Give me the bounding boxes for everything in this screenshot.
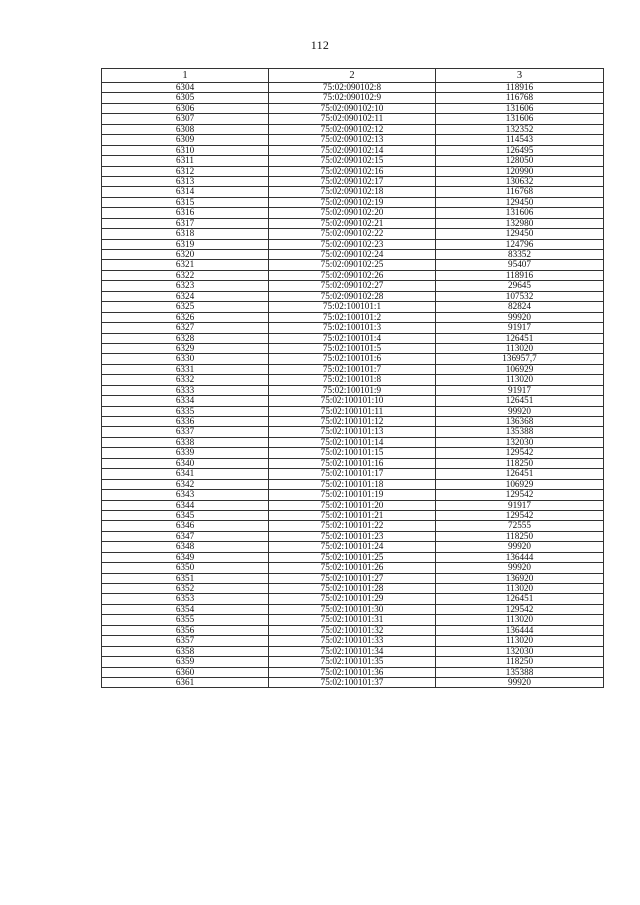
value-cell: 132030 [436, 646, 604, 656]
value-cell: 106929 [436, 364, 604, 374]
row-number-cell: 6326 [102, 312, 269, 322]
cadastral-number-cell: 75:02:090102:23 [269, 239, 436, 249]
table-row [102, 490, 604, 500]
table-header-row [102, 69, 604, 83]
value-cell: 136444 [436, 625, 604, 635]
cadastral-number-cell: 75:02:090102:21 [269, 218, 436, 228]
cadastral-number-cell: 75:02:100101:29 [269, 594, 436, 604]
cadastral-number-cell: 75:02:100101:26 [269, 563, 436, 573]
row-number-cell: 6339 [102, 448, 269, 458]
cadastral-number-cell: 75:02:090102:10 [269, 103, 436, 113]
table-row [102, 427, 604, 437]
cadastral-number-cell: 75:02:100101:19 [269, 490, 436, 500]
value-cell: 116768 [436, 187, 604, 197]
value-cell: 132352 [436, 124, 604, 134]
row-number-cell: 6321 [102, 260, 269, 270]
cadastral-number-cell: 75:02:090102:28 [269, 291, 436, 301]
table-row [102, 604, 604, 614]
value-cell: 118250 [436, 657, 604, 667]
table-row [102, 375, 604, 385]
table-row [102, 406, 604, 416]
column-header-2: 2 [269, 69, 436, 83]
value-cell: 83352 [436, 250, 604, 260]
value-cell: 126451 [436, 469, 604, 479]
row-number-cell: 6349 [102, 552, 269, 562]
cadastral-number-cell: 75:02:100101:22 [269, 521, 436, 531]
table-row [102, 208, 604, 218]
row-number-cell: 6337 [102, 427, 269, 437]
value-cell: 113020 [436, 375, 604, 385]
table-row [102, 646, 604, 656]
value-cell: 116768 [436, 93, 604, 103]
row-number-cell: 6336 [102, 417, 269, 427]
row-number-cell: 6354 [102, 604, 269, 614]
row-number-cell: 6314 [102, 187, 269, 197]
table-row [102, 531, 604, 541]
cadastral-number-cell: 75:02:090102:22 [269, 229, 436, 239]
row-number-cell: 6350 [102, 563, 269, 573]
table-row [102, 625, 604, 635]
row-number-cell: 6342 [102, 479, 269, 489]
table-row [102, 594, 604, 604]
table-row [102, 448, 604, 458]
table-row [102, 500, 604, 510]
table-row [102, 521, 604, 531]
cadastral-number-cell: 75:02:090102:9 [269, 93, 436, 103]
table-row [102, 302, 604, 312]
cadastral-number-cell: 75:02:100101:2 [269, 312, 436, 322]
row-number-cell: 6325 [102, 302, 269, 312]
table-row [102, 166, 604, 176]
value-cell: 91917 [436, 323, 604, 333]
value-cell: 131606 [436, 103, 604, 113]
cadastral-number-cell: 75:02:100101:21 [269, 510, 436, 520]
value-cell: 132980 [436, 218, 604, 228]
row-number-cell: 6307 [102, 114, 269, 124]
cadastral-number-cell: 75:02:090102:11 [269, 114, 436, 124]
row-number-cell: 6355 [102, 615, 269, 625]
table-row [102, 229, 604, 239]
value-cell: 99920 [436, 312, 604, 322]
row-number-cell: 6346 [102, 521, 269, 531]
row-number-cell: 6344 [102, 500, 269, 510]
value-cell: 126451 [436, 333, 604, 343]
cadastral-number-cell: 75:02:100101:36 [269, 667, 436, 677]
table-row [102, 396, 604, 406]
cadastral-number-cell: 75:02:100101:16 [269, 458, 436, 468]
value-cell: 95407 [436, 260, 604, 270]
value-cell: 130632 [436, 176, 604, 186]
cadastral-number-cell: 75:02:100101:4 [269, 333, 436, 343]
row-number-cell: 6338 [102, 437, 269, 447]
cadastral-number-cell: 75:02:100101:1 [269, 302, 436, 312]
value-cell: 126451 [436, 396, 604, 406]
row-number-cell: 6352 [102, 584, 269, 594]
cadastral-number-cell: 75:02:090102:12 [269, 124, 436, 134]
value-cell: 91917 [436, 385, 604, 395]
table-row [102, 364, 604, 374]
cadastral-number-cell: 75:02:100101:13 [269, 427, 436, 437]
row-number-cell: 6319 [102, 239, 269, 249]
row-number-cell: 6340 [102, 458, 269, 468]
cadastral-number-cell: 75:02:090102:17 [269, 176, 436, 186]
cadastral-number-cell: 75:02:090102:20 [269, 208, 436, 218]
table-row [102, 197, 604, 207]
row-number-cell: 6358 [102, 646, 269, 656]
value-cell: 82824 [436, 302, 604, 312]
row-number-cell: 6311 [102, 156, 269, 166]
value-cell: 113020 [436, 584, 604, 594]
row-number-cell: 6347 [102, 531, 269, 541]
cadastral-number-cell: 75:02:100101:37 [269, 677, 436, 687]
cadastral-number-cell: 75:02:090102:15 [269, 156, 436, 166]
cadastral-number-cell: 75:02:100101:18 [269, 479, 436, 489]
cadastral-number-cell: 75:02:100101:33 [269, 636, 436, 646]
row-number-cell: 6351 [102, 573, 269, 583]
table-row [102, 156, 604, 166]
cadastral-number-cell: 75:02:090102:16 [269, 166, 436, 176]
row-number-cell: 6341 [102, 469, 269, 479]
row-number-cell: 6330 [102, 354, 269, 364]
row-number-cell: 6315 [102, 197, 269, 207]
value-cell: 118916 [436, 270, 604, 280]
row-number-cell: 6360 [102, 667, 269, 677]
value-cell: 113020 [436, 636, 604, 646]
table-row [102, 479, 604, 489]
cadastral-number-cell: 75:02:100101:31 [269, 615, 436, 625]
value-cell: 129542 [436, 510, 604, 520]
table-row [102, 667, 604, 677]
row-number-cell: 6357 [102, 636, 269, 646]
cadastral-number-cell: 75:02:100101:30 [269, 604, 436, 614]
cadastral-number-cell: 75:02:100101:17 [269, 469, 436, 479]
value-cell: 132030 [436, 437, 604, 447]
value-cell: 91917 [436, 500, 604, 510]
table-row [102, 83, 604, 93]
cadastral-number-cell: 75:02:100101:14 [269, 437, 436, 447]
value-cell: 136368 [436, 417, 604, 427]
row-number-cell: 6323 [102, 281, 269, 291]
cadastral-number-cell: 75:02:100101:24 [269, 542, 436, 552]
value-cell: 131606 [436, 208, 604, 218]
table-row [102, 250, 604, 260]
value-cell: 129542 [436, 490, 604, 500]
row-number-cell: 6306 [102, 103, 269, 113]
cadastral-number-cell: 75:02:090102:14 [269, 145, 436, 155]
table-row [102, 260, 604, 270]
value-cell: 136444 [436, 552, 604, 562]
row-number-cell: 6308 [102, 124, 269, 134]
row-number-cell: 6356 [102, 625, 269, 635]
cadastral-number-cell: 75:02:100101:34 [269, 646, 436, 656]
table-row [102, 437, 604, 447]
value-cell: 129450 [436, 229, 604, 239]
value-cell: 120990 [436, 166, 604, 176]
value-cell: 129450 [436, 197, 604, 207]
table-row [102, 124, 604, 134]
row-number-cell: 6312 [102, 166, 269, 176]
value-cell: 126495 [436, 145, 604, 155]
row-number-cell: 6324 [102, 291, 269, 301]
row-number-cell: 6348 [102, 542, 269, 552]
value-cell: 72555 [436, 521, 604, 531]
table-row [102, 417, 604, 427]
row-number-cell: 6318 [102, 229, 269, 239]
table-row [102, 145, 604, 155]
cadastral-number-cell: 75:02:090102:18 [269, 187, 436, 197]
value-cell: 118916 [436, 83, 604, 93]
cadastral-number-cell: 75:02:090102:13 [269, 135, 436, 145]
cadastral-number-cell: 75:02:100101:6 [269, 354, 436, 364]
value-cell: 113020 [436, 343, 604, 353]
table-row [102, 677, 604, 687]
value-cell: 136957,7 [436, 354, 604, 364]
cadastral-number-cell: 75:02:100101:3 [269, 323, 436, 333]
table-row [102, 323, 604, 333]
value-cell: 99920 [436, 677, 604, 687]
cadastral-number-cell: 75:02:100101:20 [269, 500, 436, 510]
table-row [102, 615, 604, 625]
row-number-cell: 6353 [102, 594, 269, 604]
table-row [102, 239, 604, 249]
table-row [102, 187, 604, 197]
cadastral-number-cell: 75:02:090102:26 [269, 270, 436, 280]
table-row [102, 542, 604, 552]
cadastral-number-cell: 75:02:090102:25 [269, 260, 436, 270]
row-number-cell: 6316 [102, 208, 269, 218]
row-number-cell: 6329 [102, 343, 269, 353]
value-cell: 118250 [436, 458, 604, 468]
row-number-cell: 6345 [102, 510, 269, 520]
table-row [102, 563, 604, 573]
table-row [102, 458, 604, 468]
value-cell: 99920 [436, 406, 604, 416]
value-cell: 135388 [436, 427, 604, 437]
cadastral-number-cell: 75:02:090102:19 [269, 197, 436, 207]
row-number-cell: 6322 [102, 270, 269, 280]
row-number-cell: 6310 [102, 145, 269, 155]
value-cell: 99920 [436, 542, 604, 552]
row-number-cell: 6333 [102, 385, 269, 395]
row-number-cell: 6343 [102, 490, 269, 500]
value-cell: 135388 [436, 667, 604, 677]
data-table [101, 68, 604, 688]
cadastral-number-cell: 75:02:100101:28 [269, 584, 436, 594]
table-row [102, 573, 604, 583]
page-number: 112 [310, 38, 330, 52]
value-cell: 129542 [436, 448, 604, 458]
table-row [102, 176, 604, 186]
value-cell: 126451 [436, 594, 604, 604]
row-number-cell: 6327 [102, 323, 269, 333]
cadastral-number-cell: 75:02:100101:5 [269, 343, 436, 353]
cadastral-number-cell: 75:02:090102:27 [269, 281, 436, 291]
cadastral-number-cell: 75:02:090102:8 [269, 83, 436, 93]
value-cell: 106929 [436, 479, 604, 489]
table-row [102, 354, 604, 364]
cadastral-number-cell: 75:02:100101:32 [269, 625, 436, 635]
row-number-cell: 6305 [102, 93, 269, 103]
cadastral-number-cell: 75:02:100101:15 [269, 448, 436, 458]
table-row [102, 333, 604, 343]
value-cell: 129542 [436, 604, 604, 614]
cadastral-number-cell: 75:02:100101:27 [269, 573, 436, 583]
value-cell: 128050 [436, 156, 604, 166]
table-row [102, 636, 604, 646]
row-number-cell: 6304 [102, 83, 269, 93]
row-number-cell: 6313 [102, 176, 269, 186]
table-row [102, 103, 604, 113]
value-cell: 118250 [436, 531, 604, 541]
cadastral-number-cell: 75:02:090102:24 [269, 250, 436, 260]
table-row [102, 510, 604, 520]
value-cell: 114543 [436, 135, 604, 145]
column-header-3: 3 [436, 69, 604, 83]
row-number-cell: 6361 [102, 677, 269, 687]
table-body [102, 83, 604, 688]
value-cell: 99920 [436, 563, 604, 573]
table-row [102, 281, 604, 291]
table-row [102, 270, 604, 280]
row-number-cell: 6328 [102, 333, 269, 343]
cadastral-number-cell: 75:02:100101:35 [269, 657, 436, 667]
cadastral-number-cell: 75:02:100101:12 [269, 417, 436, 427]
table-row [102, 343, 604, 353]
value-cell: 131606 [436, 114, 604, 124]
table-row [102, 218, 604, 228]
table-row [102, 584, 604, 594]
value-cell: 29645 [436, 281, 604, 291]
cadastral-number-cell: 75:02:100101:23 [269, 531, 436, 541]
table-row [102, 135, 604, 145]
cadastral-number-cell: 75:02:100101:25 [269, 552, 436, 562]
row-number-cell: 6331 [102, 364, 269, 374]
table-row [102, 291, 604, 301]
value-cell: 113020 [436, 615, 604, 625]
row-number-cell: 6334 [102, 396, 269, 406]
table-row [102, 114, 604, 124]
cadastral-number-cell: 75:02:100101:10 [269, 396, 436, 406]
row-number-cell: 6359 [102, 657, 269, 667]
value-cell: 124796 [436, 239, 604, 249]
row-number-cell: 6317 [102, 218, 269, 228]
table-row [102, 469, 604, 479]
table-row [102, 385, 604, 395]
cadastral-number-cell: 75:02:100101:11 [269, 406, 436, 416]
row-number-cell: 6335 [102, 406, 269, 416]
table-row [102, 312, 604, 322]
table-row [102, 93, 604, 103]
cadastral-number-cell: 75:02:100101:7 [269, 364, 436, 374]
table-row [102, 657, 604, 667]
cadastral-number-cell: 75:02:100101:8 [269, 375, 436, 385]
cadastral-number-cell: 75:02:100101:9 [269, 385, 436, 395]
row-number-cell: 6332 [102, 375, 269, 385]
row-number-cell: 6309 [102, 135, 269, 145]
value-cell: 136920 [436, 573, 604, 583]
row-number-cell: 6320 [102, 250, 269, 260]
table-row [102, 552, 604, 562]
value-cell: 107532 [436, 291, 604, 301]
column-header-1: 1 [102, 69, 269, 83]
